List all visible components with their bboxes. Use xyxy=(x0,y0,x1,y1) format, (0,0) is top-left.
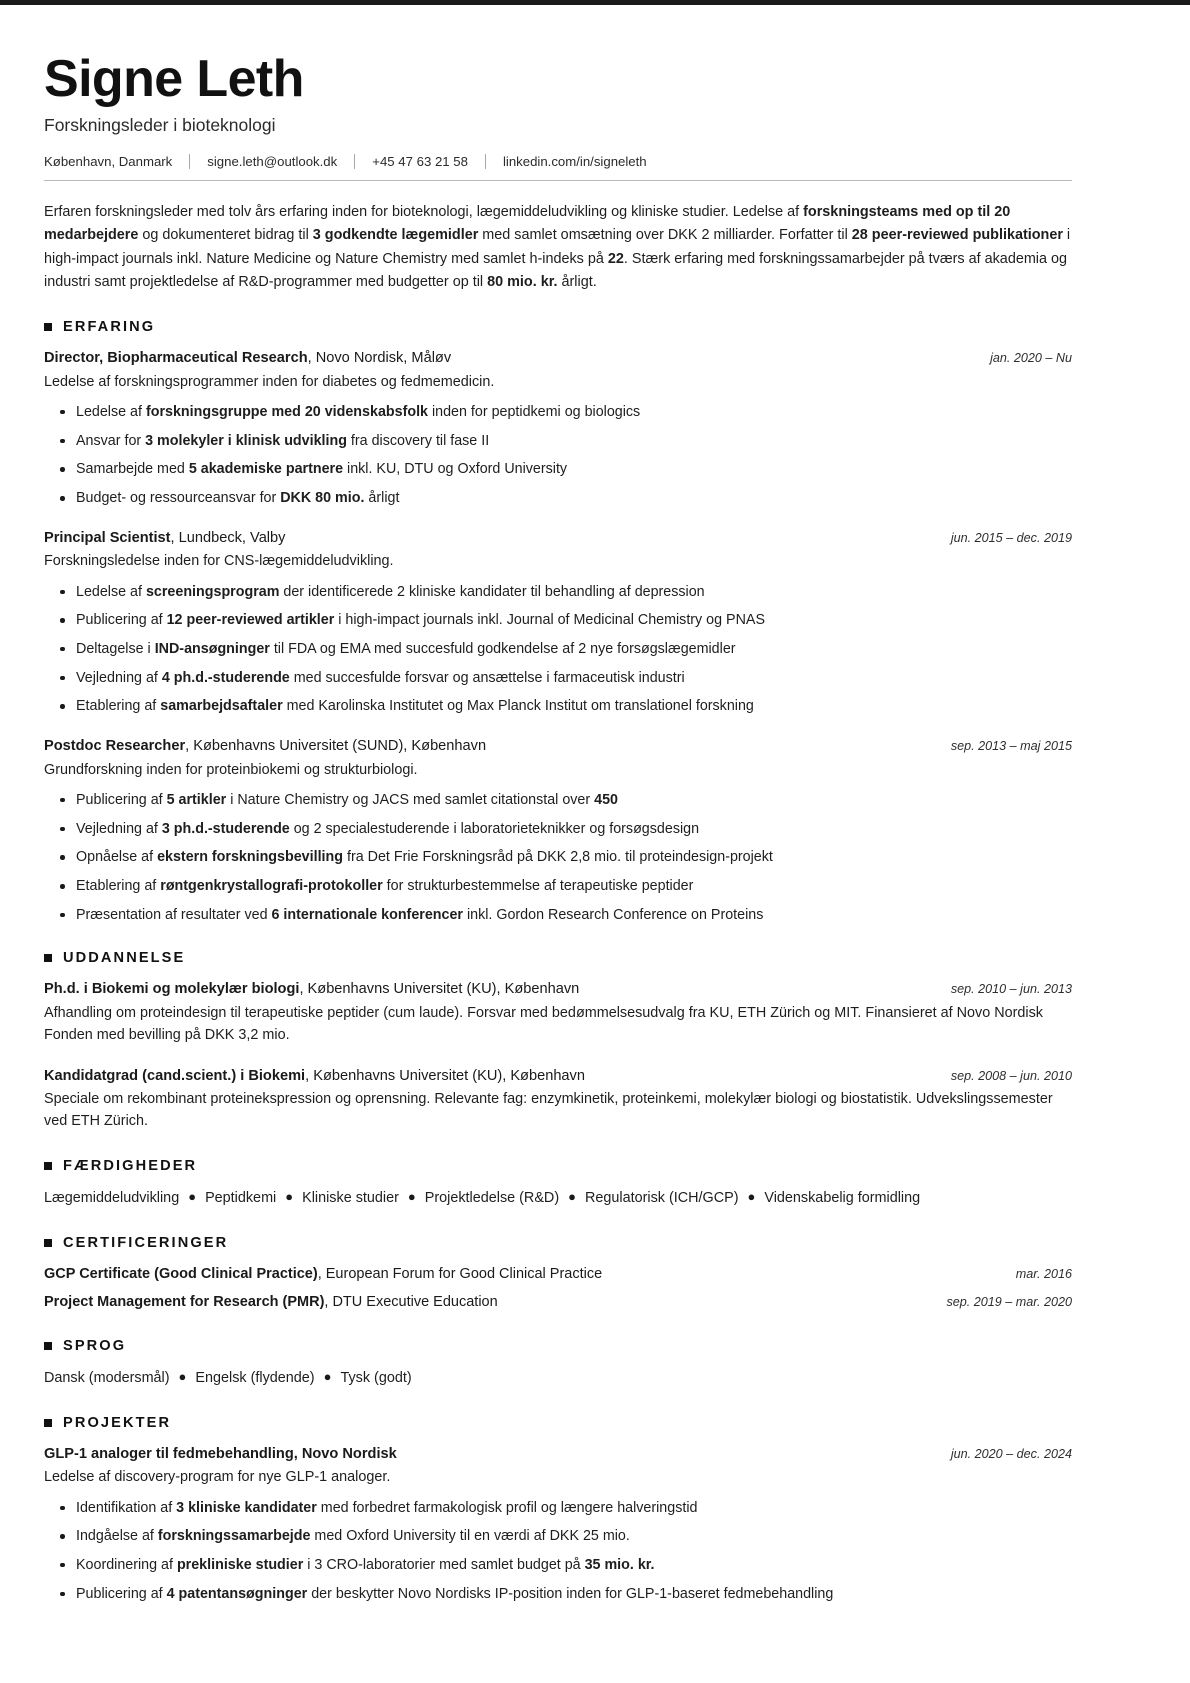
entry-title xyxy=(44,736,486,756)
certification-date: sep. 2019 – mar. 2020 xyxy=(946,1294,1072,1309)
list-item xyxy=(74,459,1072,480)
list-item xyxy=(74,876,1072,897)
entry-title xyxy=(44,1444,397,1464)
list-item xyxy=(74,1498,1072,1519)
entry-description: Grundforskning inden for proteinbiokemi og strukturbiologi. xyxy=(44,761,418,778)
summary-highlight: 28 peer-reviewed publikationer xyxy=(851,227,1063,244)
entry-header xyxy=(44,736,1072,756)
list-item xyxy=(74,488,1072,509)
section-heading-education xyxy=(44,950,1072,966)
summary-highlight: forskningsteams med op til 20 medarbejdere xyxy=(44,203,1011,244)
project-name: GLP-1 analoger til fedmebehandling, Novo Nordisk xyxy=(44,1445,397,1462)
bullet-highlight: DKK 80 mio. xyxy=(280,490,365,507)
list-item xyxy=(74,402,1072,423)
bullet-highlight: røntgenkrystallografi-protokoller xyxy=(160,878,383,895)
entry-org: , Novo Nordisk, Måløv xyxy=(307,350,452,367)
entry-org: , Københavns Universitet (SUND), København xyxy=(185,738,487,755)
professional-headline: Forskningsleder i bioteknologi xyxy=(44,115,276,136)
entry-date: jan. 2020 – Nu xyxy=(990,351,1072,366)
bullet-text: Opnåelse af xyxy=(76,849,158,866)
bullet-highlight: 35 mio. kr. xyxy=(584,1556,655,1573)
skill-item: Regulatorisk (ICH/GCP) xyxy=(584,1189,739,1206)
summary-part: med samlet omsætning over DKK 2 milliarder. Forfatter til xyxy=(478,227,852,244)
bullet-text: med Karolinska Institutet og Max Planck Institut om translationel forskning xyxy=(282,698,754,715)
certification-org: , European Forum for Good Clinical Practice xyxy=(317,1265,603,1282)
bullet-text: med Oxford University til en værdi af DKK 25 mio. xyxy=(310,1528,630,1545)
section-heading-skills xyxy=(44,1158,1072,1174)
certification-name: Project Management for Research (PMR) xyxy=(44,1293,325,1310)
bullet-text: og 2 specialestuderende i laboratorieteknikker og forsøgsdesign xyxy=(289,820,700,837)
bullet-text: i high-impact journals inkl. Journal of Medicinal Chemistry og PNAS xyxy=(334,612,765,629)
entry-role: Postdoc Researcher xyxy=(44,738,186,755)
summary-part: og dokumenteret bidrag til xyxy=(138,227,313,244)
bullet-highlight: 5 akademiske partnere xyxy=(188,461,344,478)
page-title: Signe Leth xyxy=(44,50,304,108)
cv-content xyxy=(44,52,1072,1604)
separator-dot-icon: ● xyxy=(568,1188,576,1204)
entry-date: sep. 2013 – maj 2015 xyxy=(950,739,1072,754)
section-skills xyxy=(44,1158,1072,1210)
section-heading-languages xyxy=(44,1338,1072,1354)
entry-header xyxy=(44,979,1072,999)
bullet-text: Ansvar for xyxy=(76,432,146,449)
section-heading-label: FÆRDIGHEDER xyxy=(63,1157,198,1174)
contact-email[interactable]: signe.leth@outlook.dk xyxy=(207,153,338,169)
profile-summary xyxy=(44,201,1072,294)
contact-divider xyxy=(354,154,355,169)
section-heading-label: UDDANNELSE xyxy=(63,950,186,967)
bullet-text: til FDA og EMA med succesfuld godkendelse af 2 nye forsøgslægemidler xyxy=(269,640,736,657)
list-item xyxy=(74,668,1072,689)
bullet-text: Publicering af xyxy=(76,612,167,629)
language-item: Dansk (modersmål) xyxy=(44,1369,170,1386)
separator-dot-icon: ● xyxy=(188,1188,197,1204)
skills-list xyxy=(44,1187,1072,1210)
square-bullet-icon xyxy=(44,1162,52,1170)
section-heading-label: SPROG xyxy=(63,1337,127,1354)
list-item xyxy=(74,582,1072,603)
summary-highlight: 22 xyxy=(607,250,624,267)
certification-entry xyxy=(44,1264,1072,1285)
square-bullet-icon xyxy=(44,323,52,331)
section-languages xyxy=(44,1338,1072,1390)
bullet-highlight: IND-ansøgninger xyxy=(154,640,270,657)
education-entry xyxy=(44,1066,1072,1133)
bullet-text: i Nature Chemistry og JACS med samlet citationstal over xyxy=(226,791,595,808)
summary-highlight: 3 godkendte lægemidler xyxy=(312,227,479,244)
list-item xyxy=(74,431,1072,452)
entry-title xyxy=(44,348,451,368)
bullet-text: fra Det Frie Forskningsråd på DKK 2,8 mio. til proteindesign-projekt xyxy=(343,849,773,866)
list-item xyxy=(74,905,1072,926)
experience-entry xyxy=(44,736,1072,925)
entry-date: jun. 2015 – dec. 2019 xyxy=(950,530,1072,545)
skill-item: Kliniske studier xyxy=(302,1189,399,1206)
bullet-text: Præsentation af resultater ved xyxy=(76,906,272,923)
bullet-text: Identifikation af xyxy=(76,1499,177,1516)
certifications-list xyxy=(44,1264,1072,1313)
languages-list xyxy=(44,1367,1072,1390)
list-item xyxy=(74,819,1072,840)
section-education xyxy=(44,950,1072,1132)
entry-org: , Københavns Universitet (KU), København xyxy=(305,1067,585,1084)
contact-linkedin[interactable]: linkedin.com/in/signeleth xyxy=(502,153,647,169)
bullet-highlight: 4 ph.d.-studerende xyxy=(161,669,290,686)
summary-part: . Stærk erfaring med forskningssamarbejder på tværs af akademia og industri samt projektledelse af R&D-programmer med budgetter op til xyxy=(44,250,1068,290)
list-item xyxy=(74,639,1072,660)
skill-item: Projektledelse (R&D) xyxy=(424,1189,560,1206)
section-certifications xyxy=(44,1235,1072,1313)
entry-header xyxy=(44,528,1072,548)
certification-org: , DTU Executive Education xyxy=(324,1293,498,1310)
bullet-text: Publicering af xyxy=(76,791,167,808)
entry-description: Speciale om rekombinant proteinekspression og oprensning. Relevante fag: enzymkinetik, proteinkemi, molekylær biologi og biostatistik. Udvekslingssemester ved ETH Zürich. xyxy=(44,1090,1053,1130)
bullet-highlight: forskningssamarbejde xyxy=(157,1528,311,1545)
bullet-highlight: 450 xyxy=(594,791,618,808)
list-item xyxy=(74,696,1072,717)
bullet-text: Samarbejde med xyxy=(76,461,189,478)
section-projects xyxy=(44,1415,1072,1605)
certification-date: mar. 2016 xyxy=(1015,1266,1072,1281)
list-item xyxy=(74,790,1072,811)
contact-divider xyxy=(485,154,486,169)
bullet-highlight: 3 ph.d.-studerende xyxy=(161,820,290,837)
entry-title xyxy=(44,528,285,548)
section-heading-label: PROJEKTER xyxy=(63,1414,172,1431)
bullet-highlight: samarbejdsaftaler xyxy=(160,698,283,715)
separator-dot-icon: ● xyxy=(178,1368,187,1384)
entry-description: Afhandling om proteindesign til terapeutiske peptider (cum laude). Forsvar med bedømmelsesudvalg fra KU, ETH Zürich og MIT. Finansieret af Novo Nordisk Fonden med bevilling på DKK 3,2 mio. xyxy=(44,1004,1043,1044)
entry-bullets xyxy=(44,402,1072,509)
bullet-text: der beskytter Novo Nordisks IP-position inden for GLP-1-baseret fedmebehandling xyxy=(307,1585,834,1602)
bullet-highlight: 6 internationale konferencer xyxy=(271,906,463,923)
bullet-text: Ledelse af xyxy=(76,583,146,600)
section-heading-label: CERTIFICERINGER xyxy=(63,1234,229,1251)
project-entry xyxy=(44,1444,1072,1605)
bullet-text: Vejledning af xyxy=(76,669,162,686)
bullet-highlight: 12 peer-reviewed artikler xyxy=(166,612,335,629)
section-heading-certifications xyxy=(44,1235,1072,1251)
summary-part: årligt. xyxy=(557,273,597,290)
language-item: Engelsk (flydende) xyxy=(195,1369,315,1386)
list-item xyxy=(74,1555,1072,1576)
bullet-text: inkl. KU, DTU og Oxford University xyxy=(343,461,568,478)
list-item xyxy=(74,610,1072,631)
entry-bullets xyxy=(44,790,1072,926)
separator-dot-icon: ● xyxy=(323,1368,332,1384)
square-bullet-icon xyxy=(44,954,52,962)
skill-item: Peptidkemi xyxy=(205,1189,277,1206)
entry-description: Ledelse af discovery-program for nye GLP-1 analoger. xyxy=(44,1469,391,1486)
entry-title xyxy=(44,1066,585,1086)
skill-item: Lægemiddeludvikling xyxy=(44,1189,180,1206)
experience-entry xyxy=(44,348,1072,509)
bullet-text: Deltagelse i xyxy=(76,640,155,657)
bullet-highlight: 3 molekyler i klinisk udvikling xyxy=(145,432,347,449)
separator-dot-icon: ● xyxy=(747,1188,756,1204)
section-heading-label: ERFARING xyxy=(63,319,156,336)
bullet-text: i 3 CRO-laboratorier med samlet budget på xyxy=(303,1556,585,1573)
summary-highlight: 80 mio. kr. xyxy=(487,273,558,290)
entry-bullets xyxy=(44,1498,1072,1605)
education-entry xyxy=(44,979,1072,1046)
bullet-text: med forbedret farmakologisk profil og længere halveringstid xyxy=(316,1499,698,1516)
summary-part: i high-impact journals inkl. Nature Medicine og Nature Chemistry med samlet h-indeks på xyxy=(44,227,1071,267)
experience-list xyxy=(44,348,1072,925)
certification-title xyxy=(44,1264,602,1285)
education-list xyxy=(44,979,1072,1132)
list-item xyxy=(74,1526,1072,1547)
separator-dot-icon: ● xyxy=(285,1188,294,1204)
entry-header xyxy=(44,1066,1072,1086)
bullet-highlight: ekstern forskningsbevilling xyxy=(157,849,343,866)
separator-dot-icon: ● xyxy=(407,1188,416,1204)
degree-name: Ph.d. i Biokemi og molekylær biologi xyxy=(44,981,300,998)
entry-role: Principal Scientist xyxy=(44,529,171,546)
bullet-text: for strukturbestemmelse af terapeutiske peptider xyxy=(382,878,694,895)
square-bullet-icon xyxy=(44,1239,52,1247)
square-bullet-icon xyxy=(44,1342,52,1350)
section-heading-projects xyxy=(44,1415,1072,1431)
entry-date: sep. 2010 – jun. 2013 xyxy=(950,982,1072,997)
entry-role: Director, Biopharmaceutical Research xyxy=(44,350,308,367)
degree-name: Kandidatgrad (cand.scient.) i Biokemi xyxy=(44,1067,306,1084)
contact-phone[interactable]: +45 47 63 21 58 xyxy=(372,153,468,169)
bullet-text: Etablering af xyxy=(76,878,161,895)
bullet-text: Ledelse af xyxy=(76,403,146,420)
contact-divider xyxy=(189,154,190,169)
entry-date: jun. 2020 – dec. 2024 xyxy=(950,1446,1072,1461)
bullet-highlight: prekliniske studier xyxy=(176,1556,304,1573)
certification-entry xyxy=(44,1292,1072,1313)
bullet-text: inkl. Gordon Research Conference on Proteins xyxy=(462,906,764,923)
bullet-highlight: 5 artikler xyxy=(166,791,227,808)
certification-name: GCP Certificate (Good Clinical Practice) xyxy=(44,1265,318,1282)
entry-date: sep. 2008 – jun. 2010 xyxy=(950,1068,1072,1083)
entry-description: Ledelse af forskningsprogrammer inden for diabetes og fedmemedicin. xyxy=(44,373,495,390)
entry-org: , Lundbeck, Valby xyxy=(170,529,286,546)
experience-entry xyxy=(44,528,1072,717)
bullet-text: med succesfulde forsvar og ansættelse i farmaceutisk industri xyxy=(289,669,685,686)
entry-bullets xyxy=(44,582,1072,718)
bullet-text: Budget- og ressourceansvar for xyxy=(76,490,281,507)
entry-description: Forskningsledelse inden for CNS-lægemiddeludvikling. xyxy=(44,553,394,570)
entry-org: , Københavns Universitet (KU), København xyxy=(299,981,580,998)
contact-bar xyxy=(44,154,1072,181)
bullet-highlight: 3 kliniske kandidater xyxy=(176,1499,317,1516)
skill-item: Videnskabelig formidling xyxy=(764,1189,921,1206)
bullet-text: Publicering af xyxy=(76,1585,167,1602)
bullet-text: Koordinering af xyxy=(76,1556,177,1573)
language-item: Tysk (godt) xyxy=(340,1369,412,1386)
bullet-highlight: forskningsgruppe med 20 videnskabsfolk xyxy=(145,403,428,420)
bullet-highlight: 4 patentansøgninger xyxy=(166,1585,308,1602)
bullet-text: årligt xyxy=(364,490,400,507)
section-experience xyxy=(44,319,1072,925)
bullet-highlight: screeningsprogram xyxy=(145,583,280,600)
list-item xyxy=(74,847,1072,868)
square-bullet-icon xyxy=(44,1419,52,1427)
bullet-text: fra discovery til fase II xyxy=(346,432,490,449)
certification-title xyxy=(44,1292,498,1313)
list-item xyxy=(74,1584,1072,1605)
summary-part: Erfaren forskningsleder med tolv års erfaring inden for bioteknologi, lægemiddeludvikling og kliniske studier. Ledelse af xyxy=(44,203,804,220)
section-heading-experience xyxy=(44,319,1072,335)
entry-title xyxy=(44,979,579,999)
bullet-text: Vejledning af xyxy=(76,820,162,837)
bullet-text: der identificerede 2 kliniske kandidater til behandling af depression xyxy=(279,583,705,600)
bullet-text: Etablering af xyxy=(76,698,161,715)
bullet-text: Indgåelse af xyxy=(76,1528,158,1545)
contact-location: København, Danmark xyxy=(44,153,173,169)
top-rule xyxy=(0,0,1190,5)
entry-header xyxy=(44,1444,1072,1464)
bullet-text: inden for peptidkemi og biologics xyxy=(428,403,641,420)
entry-header xyxy=(44,348,1072,368)
